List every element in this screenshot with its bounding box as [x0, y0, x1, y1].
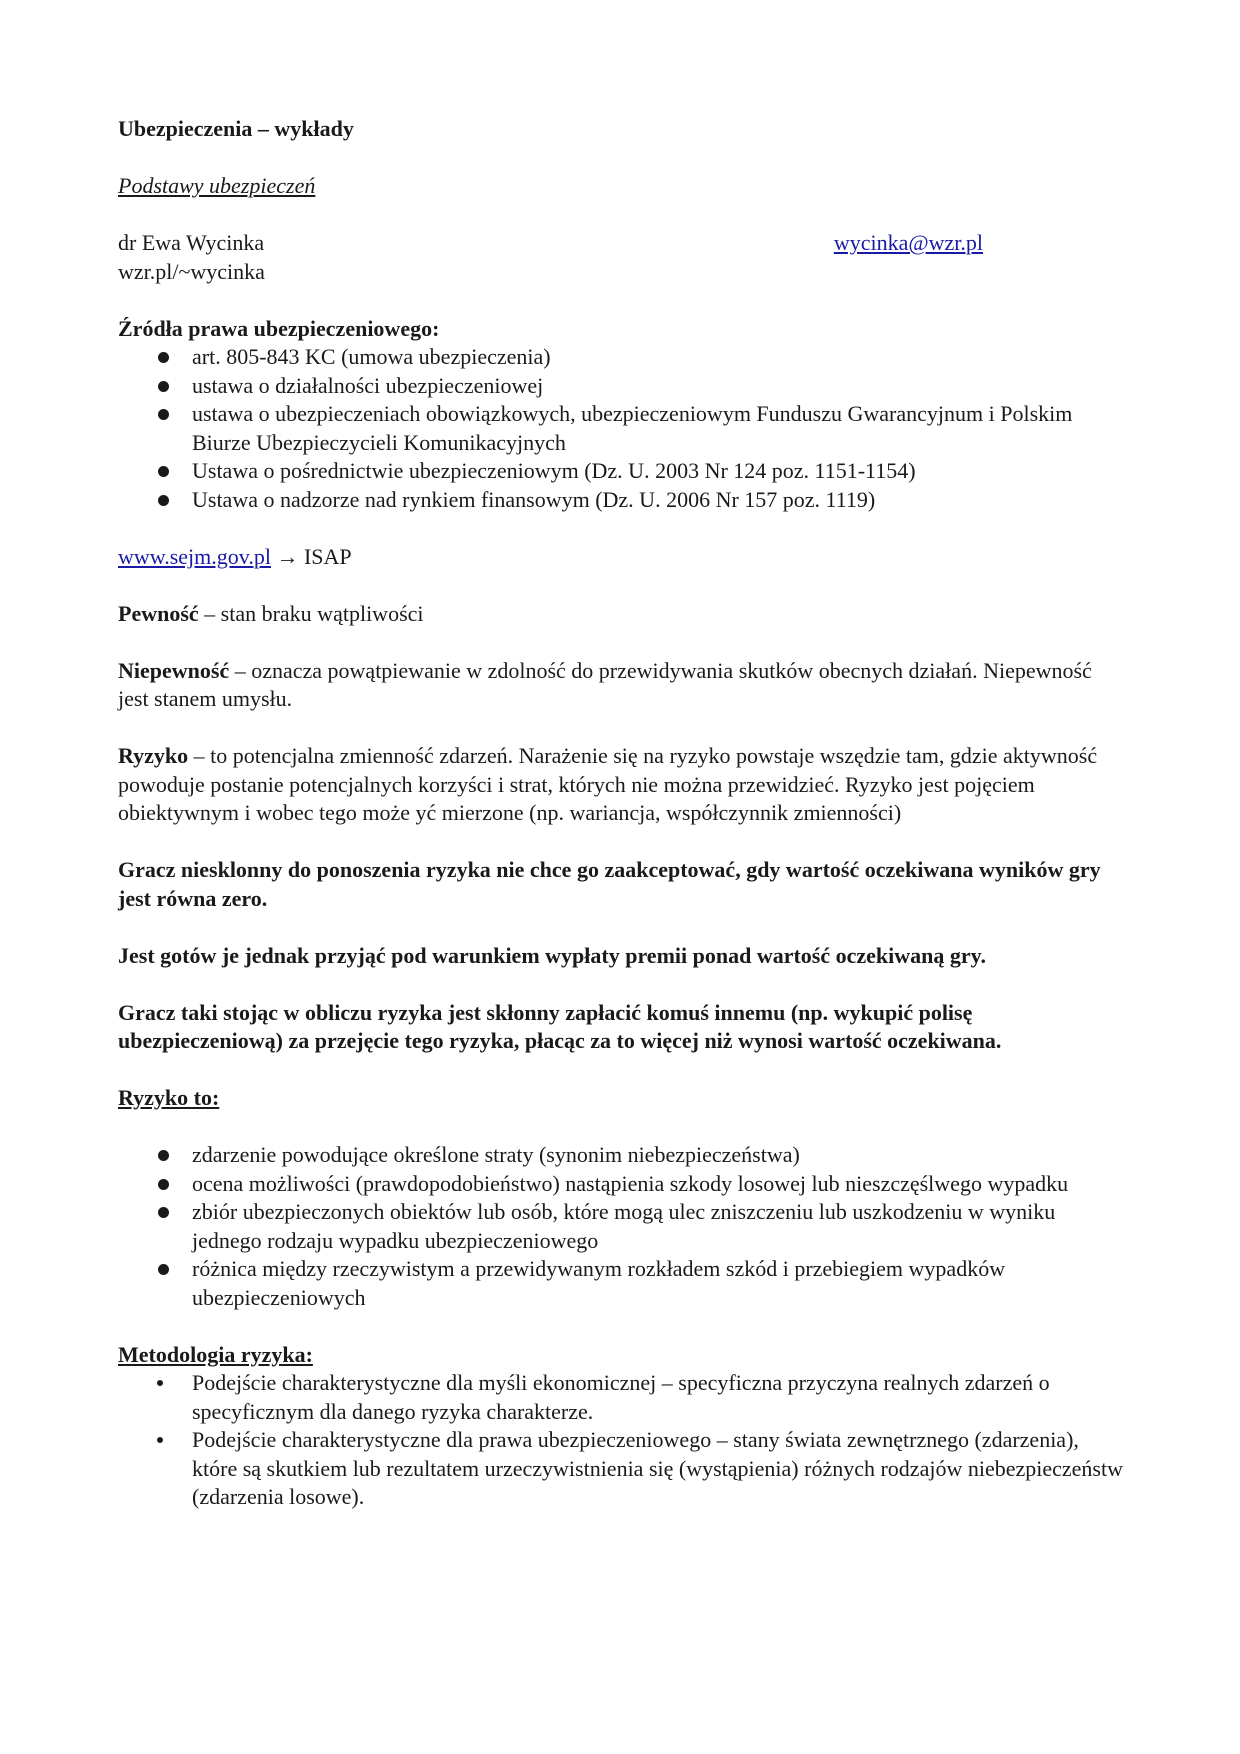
- bullet-icon: [158, 381, 169, 392]
- bullet-icon: [157, 1437, 163, 1443]
- ryzyko-to-list: [118, 1141, 1123, 1312]
- bold-paragraph: Gracz niesklonny do ponoszenia ryzyka nie chce go zaakceptować, gdy wartość oczekiwana wyników gry jest równa zero.: [118, 857, 1101, 911]
- term: Pewność: [118, 600, 199, 626]
- bold-paragraph: Jest gotów je jednak przyjąć pod warunkiem wypłaty premii ponad wartość oczekiwaną gry.: [118, 942, 986, 968]
- definition-niepewnosc: Niepewność – oznacza powątpiewanie w zdolność do przewidywania skutków obecnych działań. Niepewność jest stanem umysłu.: [118, 657, 1092, 711]
- list-item: art. 805-843 KC (umowa ubezpieczenia): [118, 343, 1123, 372]
- bullet-icon: [158, 409, 169, 420]
- list-item: ocena możliwości (prawdopodobieństwo) nastąpienia szkody losowej lub nieszczęślwego wypadku: [118, 1170, 1123, 1199]
- sejm-isap: → ISAP: [270, 543, 352, 569]
- definition-pewnosc: Pewność – stan braku wątpliwości: [118, 600, 424, 626]
- list-item: zbiór ubezpieczonych obiektów lub osób, które mogą ulec zniszczeniu lub uszkodzeniu w wyniku jednego rodzaju wypadku ubezpieczeniowego: [118, 1198, 1123, 1255]
- list-item: różnica między rzeczywistym a przewidywanym rozkładem szkód i przebiegiem wypadków ubezpieczeniowych: [118, 1255, 1123, 1312]
- bullet-icon: [158, 1179, 169, 1190]
- sejm-link[interactable]: www.sejm.gov.pl: [118, 543, 271, 569]
- bold-paragraph: Gracz taki stojąc w obliczu ryzyka jest skłonny zapłacić komuś innemu (np. wykupić polisę ubezpieczeniową) za przejęcie tego ryzyka, płacąc za to więcej niż wynosi wartość oczekiwana.: [118, 999, 1002, 1053]
- term: Niepewność: [118, 657, 230, 683]
- bullet-icon: [157, 1380, 163, 1386]
- list-item: zdarzenie powodujące określone straty (synonim niebezpieczeństwa): [118, 1141, 1123, 1170]
- list-item: Podejście charakterystyczne dla prawa ubezpieczeniowego – stany świata zewnętrznego (zdarzenia), które są skutkiem lub rezultatem urzeczywistnienia się (wystąpienia) różnych rodzajów niebezpieczeństw (zdarzenia losowe).: [118, 1426, 1123, 1512]
- document-subtitle: Podstawy ubezpieczeń: [118, 173, 316, 198]
- author-site: wzr.pl/~wycinka: [118, 258, 265, 284]
- bullet-icon: [158, 466, 169, 477]
- list-item: Ustawa o pośrednictwie ubezpieczeniowym (Dz. U. 2003 Nr 124 poz. 1151-1154): [118, 457, 1123, 486]
- author-row: [118, 229, 1123, 258]
- ryzyko-to-heading: Ryzyko to:: [118, 1085, 220, 1110]
- sejm-line: [118, 543, 1123, 572]
- document-title: Ubezpieczenia – wykłady: [118, 116, 354, 141]
- author-name: dr Ewa Wycinka: [118, 230, 265, 255]
- list-item: Podejście charakterystyczne dla myśli ekonomicznej – specyficzna przyczyna realnych zdarzeń o specyficznym dla danego ryzyka charakterze.: [118, 1369, 1123, 1426]
- list-item: ustawa o ubezpieczeniach obowiązkowych, ubezpieczeniowym Funduszu Gwarancyjnum i Polskim Biurze Ubezpieczycieli Komunikacyjnych: [118, 400, 1123, 457]
- bullet-icon: [158, 1264, 169, 1275]
- definition-ryzyko: Ryzyko – to potencjalna zmienność zdarzeń. Narażenie się na ryzyko powstaje wszędzie tam, gdzie aktywność powoduje postanie potencjalnych korzyści i strat, których nie można przewidzieć. Ryzyko jest pojęciem obiektywnym i wobec tego może yć mierzone (np. wariancja, współczynnik zmienności): [118, 743, 1098, 825]
- sources-heading: Źródła prawa ubezpieczeniowego:: [118, 315, 440, 341]
- document-page: [118, 115, 1123, 1512]
- metodologia-list: [118, 1369, 1123, 1512]
- bullet-icon: [158, 495, 169, 506]
- list-item: Ustawa o nadzorze nad rynkiem finansowym (Dz. U. 2006 Nr 157 poz. 1119): [118, 486, 1123, 515]
- bullet-icon: [158, 352, 169, 363]
- term: Ryzyko: [118, 743, 189, 768]
- list-item: ustawa o działalności ubezpieczeniowej: [118, 372, 1123, 401]
- bullet-icon: [158, 1207, 169, 1218]
- metodologia-heading: Metodologia ryzyka:: [118, 1341, 313, 1367]
- email-link[interactable]: wycinka@wzr.pl: [833, 230, 983, 255]
- bullet-icon: [158, 1150, 169, 1161]
- sources-list: [118, 343, 1123, 514]
